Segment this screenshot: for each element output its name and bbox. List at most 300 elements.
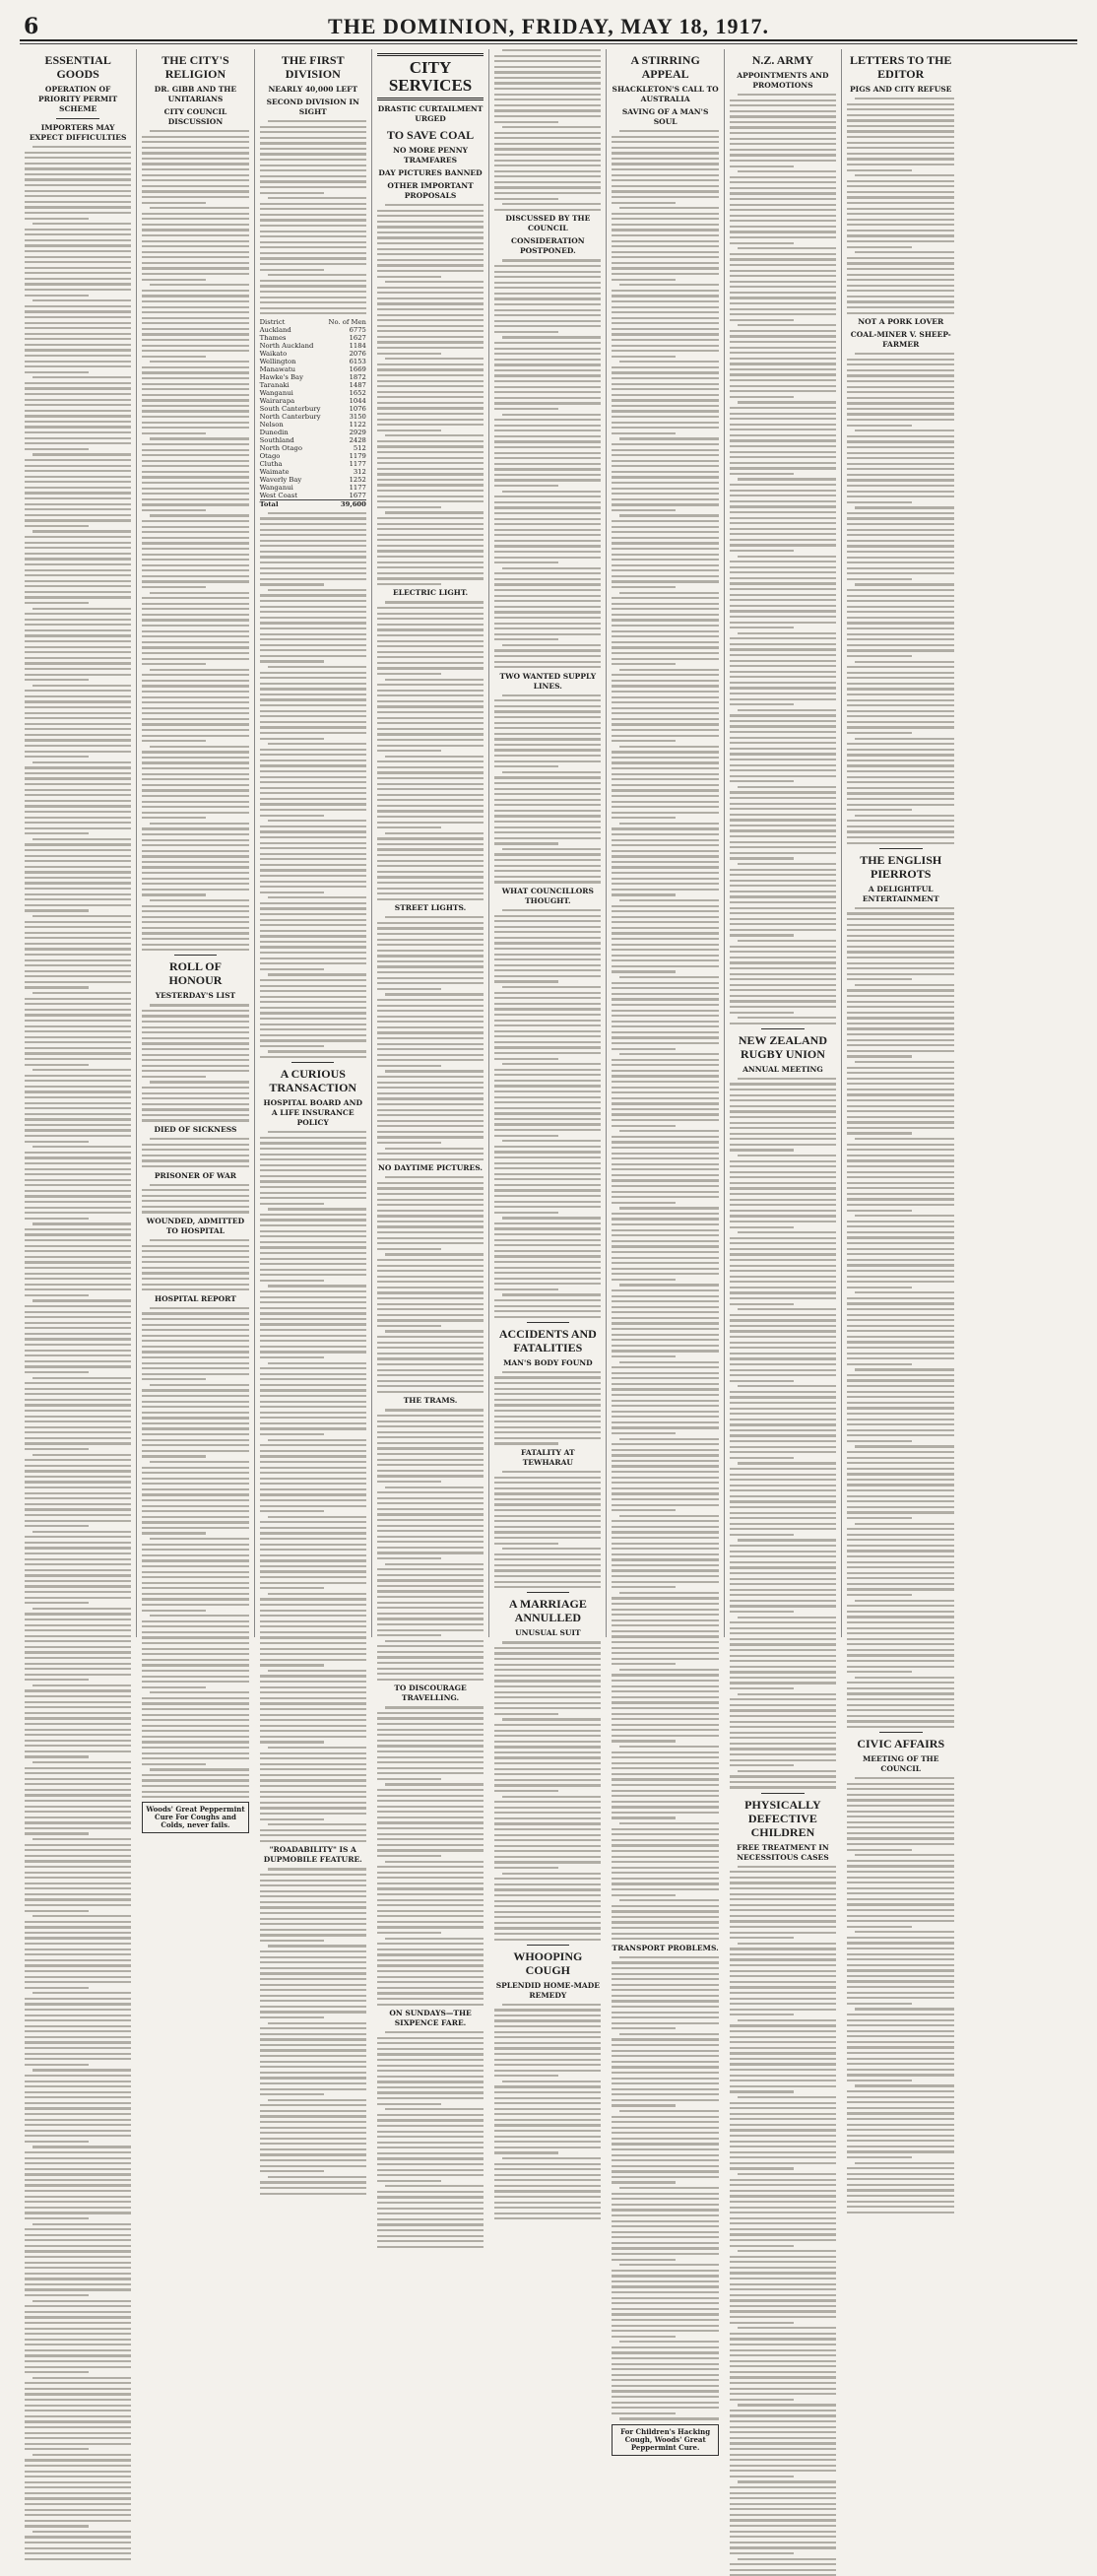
text-line [612,1553,718,1555]
text-line [612,1383,718,1385]
text-line [847,402,954,404]
text-line [612,471,718,473]
text-line [25,1156,131,1158]
text-line [25,1267,131,1269]
text-line [612,861,718,863]
text-line [260,770,366,772]
text-line [847,820,954,822]
text-line [855,1677,954,1679]
text-line [847,1643,954,1645]
text-line [494,1482,601,1484]
text-line [730,2514,836,2516]
text-line [855,1368,954,1370]
text-line [260,1796,366,1798]
text-line [142,1065,248,1067]
text-line [25,1096,131,1098]
text-line [260,1923,366,1925]
text-line [142,1318,248,1320]
text-line [612,1597,718,1599]
text-line [25,295,89,297]
text-line [847,1958,954,1960]
text-line [612,1229,718,1231]
text-line [377,1926,484,1928]
text-line [847,551,954,553]
text-line [260,1636,366,1638]
text-line [260,1532,366,1534]
text-line [612,1850,718,1852]
text-line [377,1629,484,1631]
text-line [730,1094,836,1096]
text-line [730,1489,836,1491]
text-line [730,907,836,909]
text-line [25,602,89,604]
text-line [377,2037,484,2039]
text-line [268,1516,366,1518]
text-line [25,717,131,719]
text-line [612,1773,718,1775]
text-line [385,204,484,206]
text-line [847,1187,954,1189]
text-line [847,1210,912,1212]
text-line [847,2090,954,2092]
text-line [494,348,601,350]
text-line [494,2091,601,2093]
text-line [612,2351,718,2353]
text-line [25,1794,131,1796]
text-line [260,611,366,613]
text-line [25,1755,89,1757]
text-line [142,630,248,632]
text-line [494,540,601,542]
text-line [150,1004,248,1006]
text-line [494,1768,601,1770]
text-line [619,1956,718,1958]
text-line [612,1828,718,1830]
text-line [847,2101,954,2103]
text-line [25,1365,131,1367]
text-line [612,317,718,319]
text-line [730,2349,836,2351]
text-line [142,136,248,138]
text-line [612,1729,718,1731]
text-line [494,1299,601,1301]
text-line [494,474,601,476]
text-line [377,539,484,541]
text-line [847,408,954,410]
text-line [494,1416,601,1418]
text-line [377,2086,484,2088]
text-line [494,1233,601,1235]
text-line [855,738,954,740]
table-cell: 512 [353,443,366,452]
text-line [730,791,836,793]
text-line [25,1245,131,1247]
table-cell: 1076 [349,404,366,413]
text-line [494,320,601,322]
text-line [142,658,248,660]
text-line [494,1756,601,1758]
text-line [142,371,248,373]
text-line [612,878,718,880]
text-line [260,1318,366,1320]
text-line [25,2124,131,2126]
text-line [260,1024,366,1025]
text-line [612,2027,676,2029]
text-line [730,1297,836,1299]
section-subhead: DIED OF SICKNESS [154,1125,237,1135]
text-line [25,2410,131,2411]
text-line [25,640,131,642]
text-line [494,1393,601,1395]
text-line [730,2085,836,2087]
text-line [142,267,248,269]
text-line [260,203,366,205]
text-line [377,684,484,686]
text-line [730,1133,836,1135]
text-line [738,863,836,865]
text-line [612,366,718,368]
text-line [25,1816,131,1818]
text-line [385,281,484,283]
text-line [730,797,836,799]
text-line [730,978,836,980]
text-line [260,1307,366,1309]
text-line [25,662,131,664]
text-line [377,490,484,492]
text-line [25,1371,89,1373]
text-line [730,2118,836,2120]
text-line [25,1009,131,1011]
text-line [612,1471,718,1473]
text-line [268,973,366,975]
text-line [377,739,484,741]
text-line [612,949,718,951]
text-line [612,1334,718,1336]
text-line [494,1431,601,1433]
text-line [847,219,954,221]
text-line [730,1953,836,1955]
text-line [142,345,248,347]
text-line [142,377,248,379]
text-line [25,2536,131,2538]
text-line [494,2213,601,2214]
text-line [142,1206,248,1208]
text-line [494,1927,601,1929]
text-line [142,1752,248,1754]
text-line [260,1570,366,1572]
text-line [142,878,248,880]
text-line [25,909,89,911]
text-line [377,325,484,327]
text-line [377,2004,484,2006]
text-line [25,2399,131,2401]
text-line [612,1465,718,1467]
text-line [730,2069,836,2071]
text-line [494,2113,601,2115]
text-line [25,2552,131,2554]
text-line [730,648,836,650]
text-line [847,1027,954,1029]
text-line [612,306,718,308]
text-line [730,2360,836,2362]
text-line [612,955,718,957]
text-line [612,1663,676,1665]
text-line [25,547,131,549]
text-line [612,1102,718,1104]
text-line [730,1023,836,1024]
text-line [260,1620,366,1622]
text-line [377,624,484,626]
text-line [268,1439,366,1441]
text-line [612,801,718,803]
text-line [377,1109,484,1111]
text-line [730,895,836,897]
text-line [260,561,366,563]
text-line [260,688,366,690]
text-line [25,1492,131,1494]
text-line [494,661,601,663]
text-line [260,1378,366,1380]
text-line [142,685,248,687]
text-line [847,638,954,640]
text-line [730,1342,836,1344]
text-line [847,561,954,563]
text-line [25,728,131,730]
text-line [25,2102,131,2104]
text-line [260,2049,366,2051]
text-line [612,2016,718,2018]
text-line [494,1135,558,1137]
text-line [142,218,248,220]
masthead [20,14,1077,41]
text-line [847,1832,954,1834]
text-line [25,415,131,417]
text-line [260,1813,366,1815]
text-line [612,273,718,275]
text-line [619,823,718,825]
text-line [612,1867,718,1869]
text-line [25,2393,131,2395]
text-line [847,474,954,476]
text-line [847,1287,912,1288]
text-line [730,2388,836,2390]
text-line [142,1267,248,1269]
text-line [494,557,601,559]
text-line [25,1893,131,1895]
text-line [377,550,484,552]
text-line [260,2170,324,2172]
text-line [730,429,836,430]
text-line [847,1236,954,1238]
text-line [612,1921,718,1923]
text-line [377,922,484,924]
text-line [25,964,131,966]
text-line [847,694,954,695]
text-line [730,918,836,920]
text-line [612,883,718,885]
text-line [494,60,601,62]
text-line [25,256,131,258]
text-line [619,899,718,901]
text-line [25,2382,131,2384]
text-line [385,2108,484,2110]
text-line [612,1735,718,1737]
text-line [847,2096,954,2098]
page-number: 6 [24,14,39,39]
text-line [847,617,954,619]
text-line [847,1221,954,1222]
text-line [847,2129,954,2131]
text-line [377,1547,484,1549]
text-line [142,1288,248,1290]
text-line [142,498,248,500]
text-line [612,1273,718,1275]
text-line [260,715,366,717]
text-line [377,2229,484,2231]
text-line [502,2004,601,2006]
table-cell: District [259,317,286,326]
text-line [142,537,248,539]
text-line [730,1451,836,1453]
table-cell: North Canterbury [259,412,321,421]
table-row [260,397,366,405]
text-line [847,798,954,800]
text-line [260,781,366,783]
text-line [847,512,954,514]
text-line [494,1020,601,1022]
text-line [494,1537,601,1539]
text-line [260,1730,366,1732]
text-line [150,823,248,825]
text-line [847,1353,954,1354]
text-line [847,606,954,608]
text-line [847,1621,954,1623]
text-line [612,1059,718,1061]
column-8 [842,49,959,1774]
text-line [377,1882,484,1884]
text-line [25,1663,131,1665]
text-line [377,944,484,946]
text-line [25,1047,131,1049]
text-line [385,1148,484,1150]
text-line [377,1959,484,1961]
text-line [730,703,794,705]
text-line [494,710,601,712]
text-line [494,842,558,844]
text-line [494,1730,601,1732]
text-line [494,1498,601,1500]
text-line [25,1404,131,1406]
text-line [25,1014,131,1016]
text-line [612,1097,718,1099]
text-line [377,1800,484,1802]
text-line [377,837,484,839]
text-line [494,1244,601,1246]
text-line [260,1967,366,1969]
column-4 [372,49,489,2028]
text-line [260,1263,366,1265]
text-line [377,1420,484,1422]
text-line [260,1818,324,1820]
text-line [494,297,601,299]
text-line [494,865,601,867]
text-line [612,1411,718,1413]
text-line [612,432,676,434]
text-line [494,1041,601,1043]
text-line [847,1423,954,1425]
text-line [612,987,718,989]
text-line [730,2256,836,2258]
text-line [847,1171,954,1173]
text-line [502,1548,601,1550]
text-line [730,1687,794,1689]
text-line [494,1751,601,1753]
text-line [377,860,484,862]
text-line [260,1056,366,1058]
text-line [260,153,366,155]
text-line [494,71,601,73]
text-line [377,1992,484,1994]
text-line [494,1085,601,1087]
text-line [377,2240,484,2242]
text-line [612,910,718,912]
text-line [25,206,131,208]
text-line [612,1213,718,1215]
text-line [377,1668,484,1670]
text-line [612,2116,718,2118]
text-line [494,2141,601,2143]
text-line [730,1643,836,1645]
text-line [377,826,441,828]
text-line [25,1350,131,1352]
text-line [260,246,366,248]
text-line [494,408,558,410]
text-line [494,198,558,200]
text-line [142,608,248,610]
text-line [730,181,836,183]
article-body [260,1868,366,2194]
text-line [730,2531,836,2533]
text-line [25,1152,131,1154]
text-line [25,926,131,928]
text-line [494,589,601,591]
table-cell: 1184 [349,341,366,350]
article-subhead: DR. GIBB AND THE UNITARIANS [154,85,237,103]
text-line [730,1737,836,1739]
text-line [25,190,131,192]
text-line [730,2239,836,2241]
text-line [619,2417,718,2419]
text-line [612,224,718,226]
text-line [612,234,718,236]
text-line [730,2371,836,2373]
section-subhead: WOUNDED, ADMITTED TO HOSPITAL [146,1216,245,1235]
text-line [612,938,718,940]
text-line [730,1759,836,1761]
text-line [847,2173,954,2175]
text-line [25,344,131,346]
table-row [260,350,366,358]
text-line [142,855,248,857]
text-line [847,2146,954,2147]
text-line [847,826,954,827]
text-line [377,613,484,615]
text-line [730,1512,836,1514]
text-line [847,2107,954,2109]
text-line [25,1580,131,1582]
divider [174,955,217,956]
text-line [612,927,718,929]
